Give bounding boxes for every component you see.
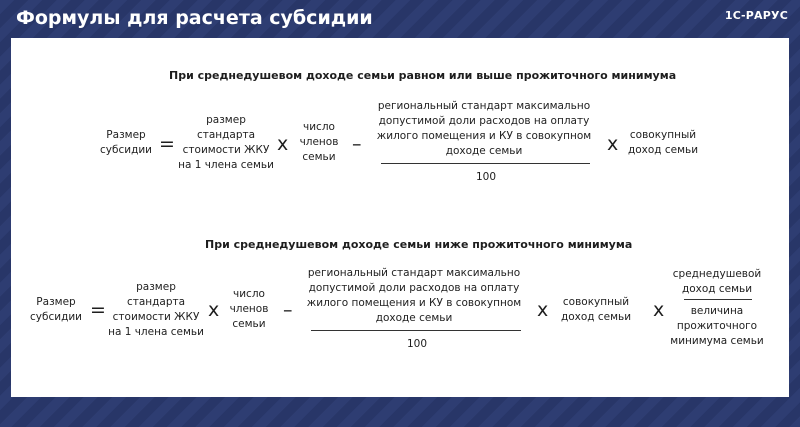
- formula2-minus: –: [283, 299, 293, 321]
- formula2-fraction-denominator: 100: [406, 338, 428, 350]
- formula2-times-2: x: [537, 299, 549, 321]
- formula2-fraction-numerator: региональный стандарт максимально допустимой доли расходов на оплату жилого помещения и КУ в совокупном доходе семьи: [306, 267, 522, 324]
- formula1-fraction-denominator: 100: [475, 171, 497, 183]
- formula1-times-2: x: [607, 133, 619, 155]
- formula2-heading: При среднедушевом доходе семьи ниже прожиточного минимума: [205, 238, 633, 251]
- formula1-fraction-line: [381, 163, 590, 164]
- formula1-equals: =: [159, 133, 175, 155]
- formula2-fraction2-numerator: среднедушевой доход семьи: [672, 268, 762, 295]
- formula2-equals: =: [90, 299, 106, 321]
- formulas-panel: [11, 38, 789, 397]
- formula1-term-members: число членов семьи: [299, 121, 339, 163]
- formula2-times-3: x: [653, 299, 665, 321]
- formula2-fraction-line: [311, 330, 521, 331]
- formula1-times-1: x: [277, 133, 289, 155]
- formula2-fraction2-denominator: величина прожиточного минимума семьи: [670, 305, 764, 347]
- page-title: Формулы для расчета субсидии: [16, 7, 373, 29]
- formula2-term-members: число членов семьи: [229, 288, 269, 330]
- formula1-fraction-numerator: региональный стандарт максимально допустимой доли расходов на оплату жилого помещения и КУ в совокупном доходе семьи: [376, 100, 592, 157]
- formula1-heading: При среднедушевом доходе семьи равном или выше прожиточного минимума: [169, 69, 677, 82]
- formula1-term-income: совокупный доход семьи: [627, 129, 699, 156]
- formula2-lhs: Размер субсидии: [30, 296, 82, 323]
- formula1-lhs: Размер субсидии: [100, 129, 152, 156]
- formula2-fraction2-line: [684, 299, 752, 300]
- brand-logo: 1С-РАРУС: [724, 9, 788, 22]
- formula1-minus: –: [352, 133, 362, 155]
- formula2-term-income: совокупный доход семьи: [560, 296, 632, 323]
- formula1-term-standard: размер стандарта стоимости ЖКУ на 1 члена семьи: [178, 114, 274, 171]
- formula2-term-standard: размер стандарта стоимости ЖКУ на 1 члена семьи: [108, 281, 204, 338]
- formula2-times-1: x: [208, 299, 220, 321]
